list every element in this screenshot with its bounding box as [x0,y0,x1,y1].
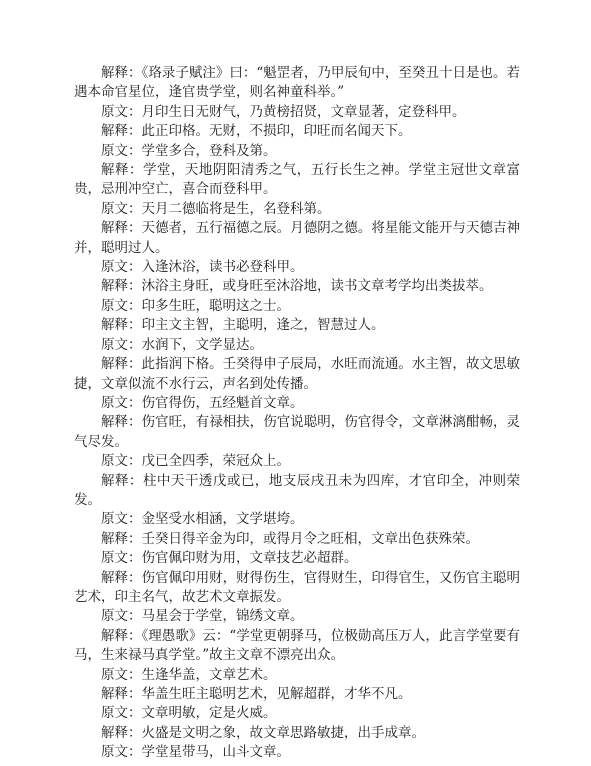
paragraph: 原文：伤官得伤，五经魁首文章。 [101,394,304,411]
paragraph: 解释：天德者，五行福德之辰。月德阴之德。将星能文能开与天德吉神并，聪明过人。 [74,220,520,256]
paragraph: 解释：《理愚歌》云：“学堂更朝驿马，位极勋高压万人，此言学堂要有马，生来禄马真学堂。”故主文章不漂亮出众。 [74,627,520,664]
paragraph: 原文：伤官佩印财为用，文章技艺必超群。 [101,550,358,567]
paragraph: 原文：学堂星带马，山斗文章。 [101,744,290,761]
paragraph: 解释：华盖生旺主聪明艺术，见解超群，才华不凡。 [101,686,412,702]
paragraph: 原文：戊已全四季，荣冠众上。 [101,453,290,470]
paragraph: 解释：此正印格。无财，不损印，印旺而名闻天下。 [101,123,412,140]
paragraph: 解释：柱中天干透戊或已，地支辰戌丑未为四库，才官印全，冲则荣发。 [74,472,520,508]
paragraph: 解释：火盛是文明之象，故文章思路敏捷，出手成章。 [101,724,425,741]
paragraph: 原文：生逢华盖，文章艺术。 [101,666,277,683]
paragraph: 解释：伤官旺，有禄相扶，伤官说聪明，伤官得令，文章淋漓酣畅，灵气尽发。 [74,414,520,450]
paragraph: 原文：金坚受水相涵，文学堪垮。 [101,511,304,528]
paragraph: 原文：马星会于学堂，锦绣文章。 [101,608,304,625]
document-page [74,64,520,763]
paragraph: 解释：学堂，天地阴阳清秀之气，五行长生之神。学堂主冠世文章富贵，忌刑冲空亡，喜合而登科甲。 [74,162,520,198]
paragraph: 原文：入逢沐浴，读书必登科甲。 [101,259,304,276]
paragraph: 解释：伤官佩印用财，财得伤生，官得财生，印得官生，又伤官主聪明艺术，印主名气，故艺术文章振发。 [74,569,520,605]
paragraph: 解释：沐浴主身旺，或身旺至沐浴地，读书文章考学均出类拔萃。 [101,278,493,295]
paragraph: 解释：此指润下格。壬癸得申子辰局，水旺而流通。水主智，故文思敏捷，文章似流不水行云，声名到处传播。 [74,356,520,392]
paragraph: 解释：壬癸日得辛金为印，或得月令之旺相，文章出色获殊荣。 [101,530,479,547]
paragraph: 解释：印主文主智，主聪明，逢之，智慧过人。 [101,317,385,334]
paragraph: 原文：天月二德临将是生，名登科第。 [101,200,331,217]
paragraph: 原文：月印生日无财气，乃黄榜招贤，文章显著，定登科甲。 [101,103,466,120]
paragraph: 原文：文章明敏，定是火威。 [101,705,277,722]
paragraph: 解释：《珞录子赋注》曰：“魁罡者，乃甲辰旬中，至癸丑十日是也。若遇本命官星位，逢官贵学堂，则名神童科举。” [74,65,520,101]
paragraph: 原文：印多生旺，聪明这之士。 [101,297,290,314]
paragraph: 原文：学堂多合，登科及第。 [101,142,277,159]
paragraph: 原文：水润下，文学显达。 [101,336,263,353]
